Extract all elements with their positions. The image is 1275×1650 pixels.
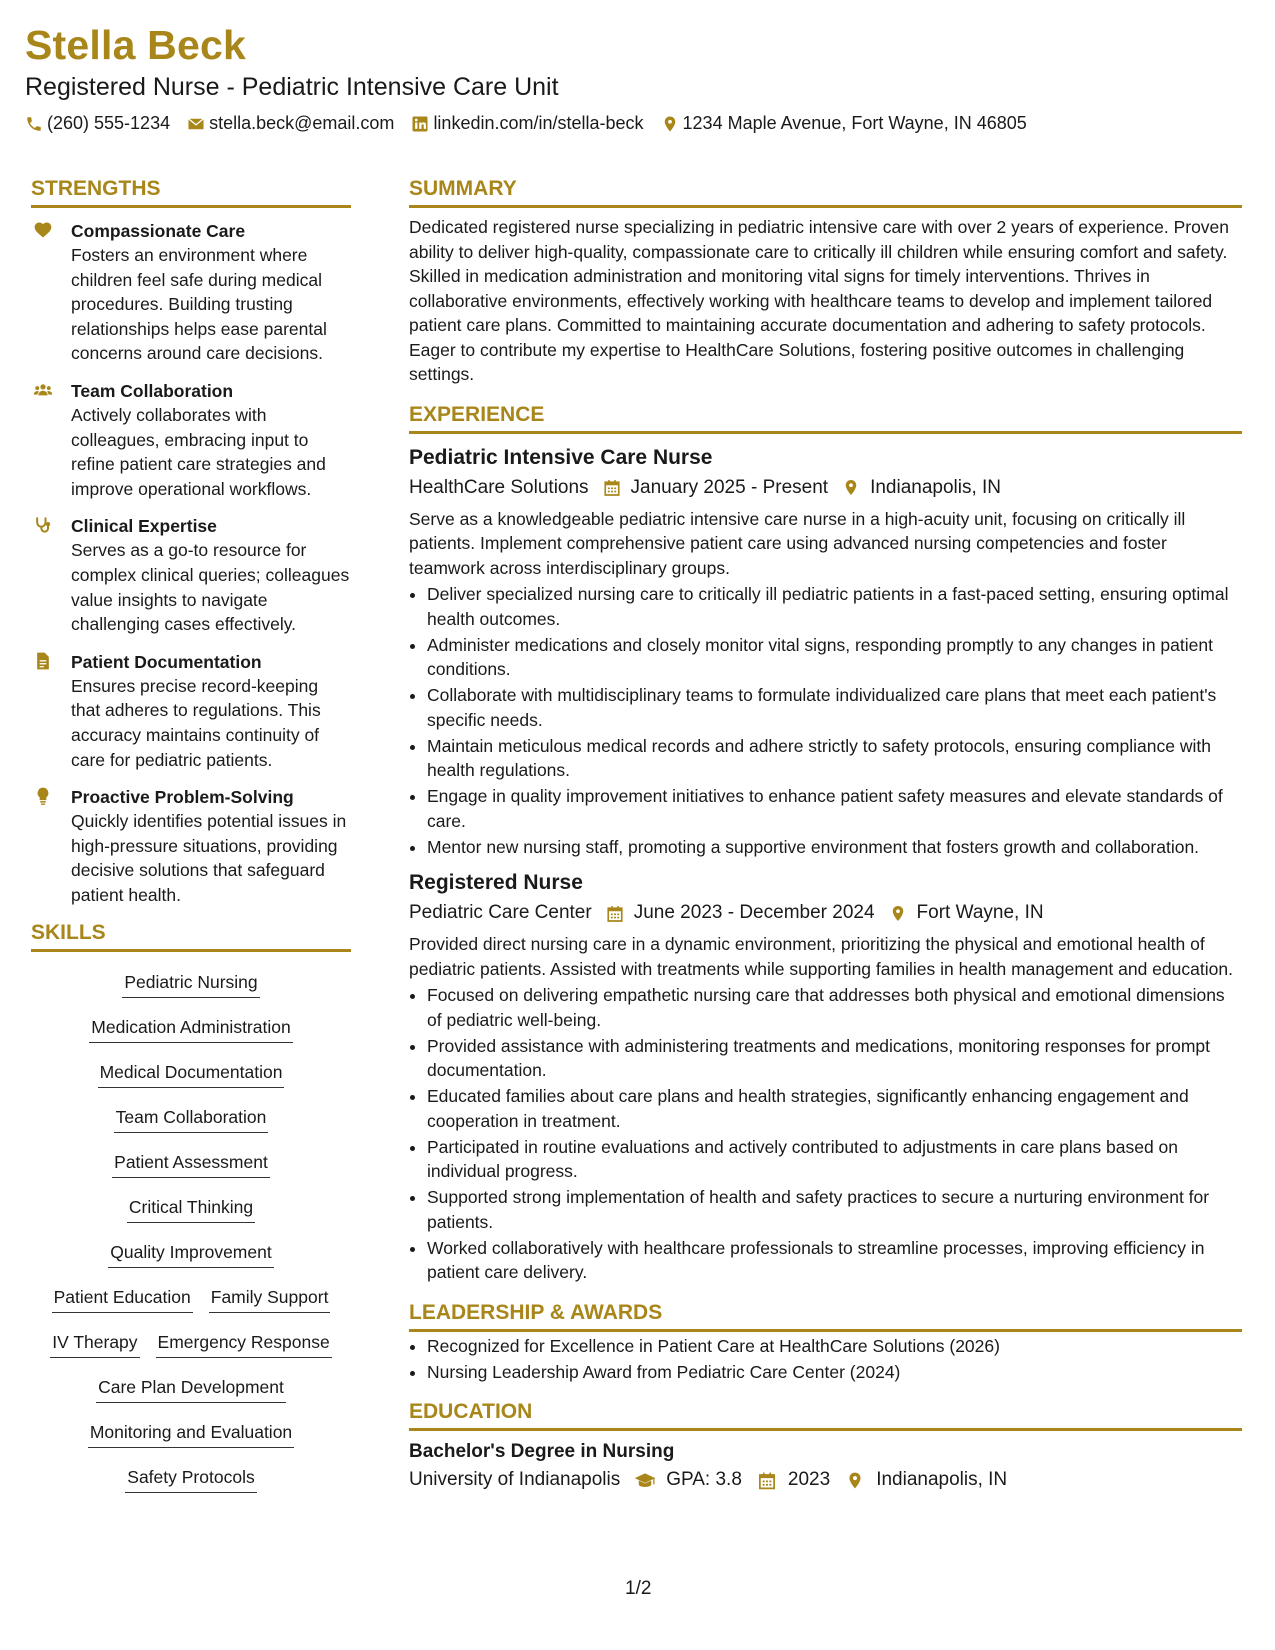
candidate-name: Stella Beck [25, 22, 246, 68]
skills-grid [31, 960, 351, 1500]
education-meta [409, 1466, 1242, 1494]
phone-text: (260) 555-1234 [47, 113, 171, 133]
skill-tag: IV Therapy [50, 1328, 139, 1358]
skill-tag: Critical Thinking [127, 1193, 255, 1223]
contact-linkedin[interactable] [411, 113, 643, 134]
skills-heading: SKILLS [31, 921, 351, 952]
linkedin-text[interactable]: linkedin.com/in/stella-beck [433, 113, 644, 133]
awards-section [409, 1301, 1242, 1385]
skill-tag: Patient Assessment [112, 1148, 270, 1178]
skill-tag: Medication Administration [89, 1013, 292, 1043]
education-year [756, 1466, 830, 1494]
job-dates [603, 474, 829, 502]
skill-tag: Pediatric Nursing [122, 968, 259, 998]
phone-icon [25, 115, 43, 133]
experience-section [409, 403, 1242, 1285]
school-name: University of Indianapolis [409, 1469, 621, 1490]
document-icon [33, 651, 53, 671]
job-bullets [409, 983, 1242, 1285]
job-bullet: • Provided assistance with administering treatments and medications, monitoring responses for prompt documentation. [427, 1034, 1242, 1083]
skill-row [81, 1013, 300, 1050]
skill-tag: Patient Education [52, 1283, 193, 1313]
map-pin-icon [844, 1471, 866, 1490]
skill-row [90, 1058, 293, 1095]
contact-email[interactable] [187, 113, 394, 134]
skill-row [88, 1373, 294, 1410]
job-location-text: Fort Wayne, IN [916, 902, 1044, 923]
job-bullet: • Maintain meticulous medical records and adhere strictly to safety protocols, ensuring compliance with health regulations. [427, 734, 1242, 783]
education-location [844, 1466, 1007, 1494]
skill-tag: Monitoring and Evaluation [88, 1418, 294, 1448]
skill-row [106, 1103, 277, 1140]
award-item: • Nursing Leadership Award from Pediatric Care Center (2024) [427, 1360, 1242, 1385]
users-icon [33, 380, 53, 400]
strength-desc: Fosters an environment where children feel safe during medical procedures. Building trusting relationships helps ease parental concerns around care decisions. [71, 245, 327, 364]
job-bullet: • Collaborate with multidisciplinary teams to formulate individualized care plans that meet each patient's specific needs. [427, 683, 1242, 732]
awards-heading: LEADERSHIP & AWARDS [409, 1301, 1242, 1332]
job-location-text: Indianapolis, IN [870, 476, 1002, 498]
contact-phone [25, 113, 170, 134]
job-title: Registered Nurse [409, 871, 583, 894]
email-text[interactable]: stella.beck@email.com [209, 113, 395, 133]
job-title: Pediatric Intensive Care Nurse [409, 445, 713, 469]
job-location [842, 474, 1001, 502]
map-pin-icon [889, 904, 907, 923]
strength-desc: Serves as a go-to resource for complex clinical queries; colleagues value insights to navigate challenging cases effectively. [71, 540, 350, 635]
job-bullet: • Deliver specialized nursing care to critically ill pediatric patients in a fast-paced setting, ensuring optimal health outcomes. [427, 582, 1242, 631]
job-description: Serve as a knowledgeable pediatric intensive care nurse in a high-acuity unit, focusing on critically ill patients. Implement comprehensive patient care using advanced nursing competencies and foster teamwork across interdisciplinary groups. [409, 508, 1186, 578]
education-gpa [634, 1466, 742, 1494]
job-bullet: • Focused on delivering empathetic nursing care that addresses both physical and emotional dimensions of pediatric well-being. [427, 983, 1242, 1032]
strength-title: Compassionate Care [71, 221, 246, 241]
lightbulb-icon [33, 786, 53, 806]
stethoscope-icon [33, 515, 53, 535]
skill-tag: Safety Protocols [125, 1463, 256, 1493]
graduation-cap-icon [634, 1471, 656, 1490]
job-bullet: • Worked collaboratively with healthcare professionals to streamline processes, improving efficiency in patient care delivery. [427, 1236, 1242, 1285]
job-bullets [409, 582, 1242, 859]
job-company: Pediatric Care Center [409, 902, 592, 923]
education-section [409, 1400, 1242, 1494]
strengths-list [31, 219, 351, 907]
job-description: Provided direct nursing care in a dynamic environment, prioritizing the physical and emotional health of pediatric patients. Assisted with treatments while supporting families in health management and education. [409, 934, 1233, 979]
education-location-text: Indianapolis, IN [876, 1469, 1008, 1490]
strength-title: Proactive Problem-Solving [71, 787, 294, 808]
linkedin-icon [411, 115, 429, 133]
job-meta [409, 899, 1242, 927]
job-location [889, 899, 1044, 927]
skill-row [42, 1328, 339, 1365]
map-pin-icon [842, 478, 860, 497]
map-pin-icon [661, 115, 679, 133]
awards-list [409, 1334, 1242, 1385]
job-entry [409, 869, 1242, 1285]
heart-icon [33, 220, 53, 240]
right-column [409, 177, 1242, 1494]
address-text: 1234 Maple Avenue, Fort Wayne, IN 46805 [682, 113, 1027, 133]
page-number: 1/2 [625, 1578, 652, 1599]
job-company: HealthCare Solutions [409, 476, 589, 498]
strength-desc: Ensures precise record-keeping that adheres to regulations. This accuracy maintains continuity of care for pediatric patients. [71, 675, 321, 770]
job-bullet: • Participated in routine evaluations and actively contributed to adjustments in care plans based on individual progress. [427, 1135, 1242, 1184]
strength-item [31, 379, 351, 501]
skill-row [119, 1193, 263, 1230]
job-bullet: • Administer medications and closely monitor vital signs, responding promptly to any changes in patient conditions. [427, 633, 1242, 682]
strength-title: Patient Documentation [71, 651, 262, 672]
award-item: • Recognized for Excellence in Patient Care at HealthCare Solutions (2026) [427, 1334, 1242, 1359]
job-dates-text: June 2023 - December 2024 [633, 902, 875, 923]
strengths-heading: STRENGTHS [31, 177, 351, 208]
job-dates [606, 899, 875, 927]
envelope-icon [187, 115, 205, 133]
summary-heading: SUMMARY [409, 177, 1242, 208]
job-dates-text: January 2025 - Present [630, 476, 829, 498]
strength-title: Team Collaboration [71, 380, 234, 401]
degree-title: Bachelor's Degree in Nursing [409, 1441, 675, 1462]
strength-item [31, 650, 351, 772]
skill-row [44, 1283, 339, 1320]
calendar-icon [756, 1471, 778, 1490]
skill-tag: Family Support [209, 1283, 331, 1313]
strength-item [31, 219, 351, 366]
skill-tag: Medical Documentation [98, 1058, 285, 1088]
skill-row [80, 1418, 302, 1455]
job-bullet: • Educated families about care plans and health strategies, significantly enhancing engagement and cooperation in treatment. [427, 1084, 1242, 1133]
calendar-icon [603, 478, 621, 497]
skill-row [114, 968, 267, 1005]
strength-desc: Actively collaborates with colleagues, embracing input to refine patient care strategies and improve operational workflows. [71, 404, 326, 499]
skill-tag: Team Collaboration [114, 1103, 269, 1133]
skill-tag: Care Plan Development [96, 1373, 286, 1403]
strength-title: Clinical Expertise [71, 516, 217, 537]
year-text: 2023 [787, 1469, 831, 1490]
job-bullet: • Engage in quality improvement initiatives to enhance patient safety measures and elevate standards of care. [427, 784, 1242, 833]
skill-row [104, 1148, 278, 1185]
education-heading: EDUCATION [409, 1400, 1242, 1431]
skill-tag: Quality Improvement [108, 1238, 273, 1268]
contact-address [661, 113, 1027, 134]
strength-item [31, 514, 351, 636]
gpa-text: GPA: 3.8 [666, 1469, 742, 1490]
contact-bar [25, 113, 1044, 134]
experience-heading: EXPERIENCE [409, 403, 1242, 434]
calendar-icon [606, 904, 624, 923]
strength-item [31, 785, 351, 907]
candidate-headline: Registered Nurse - Pediatric Intensive Care Unit [25, 73, 559, 101]
left-column [31, 177, 351, 1500]
job-bullet: • Mentor new nursing staff, promoting a supportive environment that fosters growth and collaboration. [427, 835, 1242, 860]
skills-section [31, 921, 351, 1500]
job-meta [409, 474, 1242, 502]
skill-tag: Emergency Response [156, 1328, 332, 1358]
strength-desc: Quickly identifies potential issues in high-pressure situations, providing decisive solutions that safeguard patient health. [71, 811, 347, 905]
job-entry [409, 444, 1242, 860]
job-bullet: • Supported strong implementation of health and safety practices to secure a nurturing environment for patients. [427, 1185, 1242, 1234]
skill-row [117, 1463, 264, 1500]
skill-row [100, 1238, 281, 1275]
summary-text: Dedicated registered nurse specializing in pediatric intensive care with over 2 years of experience. Proven ability to deliver high-quality, compassionate care to critically ill children while ensuring comfort and safety. Skilled in medication administration and monitoring vital signs for timely interventions. Thrives in collaborative environments, effectively working with healthcare teams to develop and implement tailored patient care plans. Committed to maintaining accurate documentation and adhering to safety protocols. Eager to contribute my expertise to HealthCare Solutions, fostering positive outcomes in challenging settings. [409, 217, 1230, 384]
